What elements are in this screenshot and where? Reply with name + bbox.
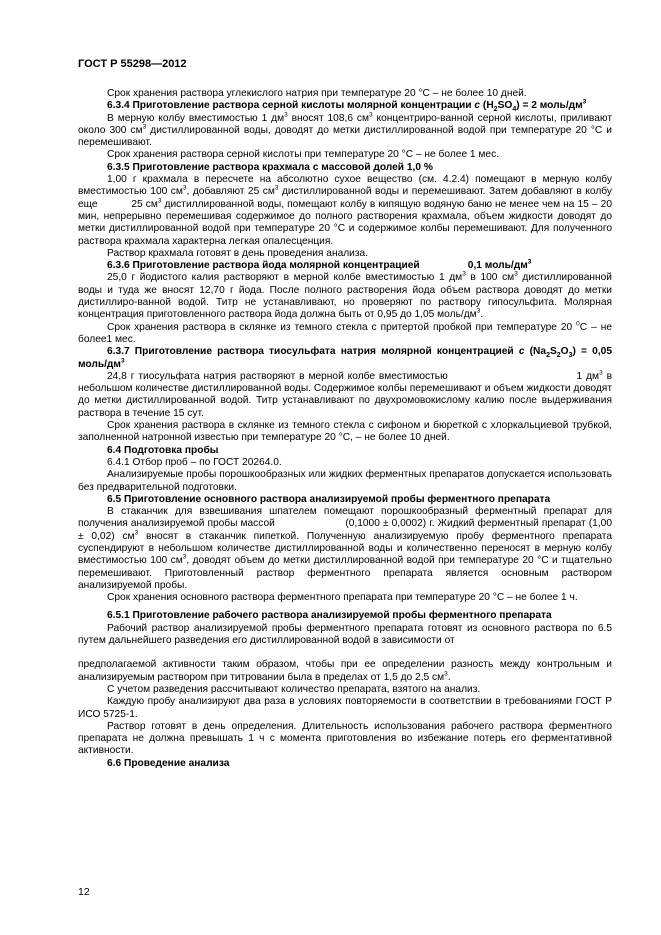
paragraph: Раствор готовят в день определения. Длительность использования рабочего раствора ферментного препарата не должна превышать 1 ч с момента приготовления во избежание потерь его ферментативной активности.: [78, 720, 612, 757]
paragraph: 24,8 г тиосульфата натрия растворяют в мерной колбе вместимостью 1 $дм^3$ в небольшом количестве дистиллированной воды. Содержимое колбы перемешивают и объем жидкости доводят до метки дистиллированной водой. Титр устанавливают по двухромовокислому калию после выдерживания раствора в течение 15 сут.: [78, 369, 613, 419]
section-heading-6-5: 6.5 Приготовление основного раствора анализируемой пробы ферментного препарата: [107, 493, 551, 505]
paragraph: Срок хранения раствора углекислого натрия при температуре 20 °С – не более 10 дней.: [107, 88, 527, 99]
paragraph: Каждую пробу анализируют два раза в условиях повторяемости в соответствии в требованиями ГОСТ Р ИСО 5725-1.: [78, 696, 612, 720]
paragraph: Срок хранения раствора в склянке из темного стекла с сифоном и бюреткой с хлоркальциевой трубкой, заполненной натронной известью при температуре 20 °С, – не более 10 дней.: [78, 420, 612, 444]
section-heading-6-3-6: 6.3.6 Приготовление раствора йода молярной концентрацией 0,1 моль/$дм^3$: [107, 258, 532, 272]
paragraph: С учетом разведения рассчитывают количество препарата, взятого на анализ.: [107, 683, 481, 695]
paragraph: предполагаемой активности таким образом, чтобы при ее определении разность между контрольным и анализируемым раствором при титровании была в пределах от 1,5 до 2,5 $см^3$.: [78, 659, 612, 683]
page-number: 12: [78, 886, 90, 898]
section-heading-6-3-5: 6.3.5 Приготовление раствора крахмала с массовой долей 1,0 %: [107, 161, 433, 173]
document-header: ГОСТ Р 55298—2012: [78, 58, 187, 70]
paragraph: Срок хранения основного раствора ферментного препарата при температуре 20 °С – не более 1 ч.: [107, 592, 578, 604]
section-heading-6-5-1: 6.5.1 Приготовление рабочего раствора анализируемой пробы ферментного препарата: [107, 610, 552, 622]
paragraph: Анализируемые пробы порошкообразных или жидких ферментных препаратов допускается использовать без предварительной подготовки.: [78, 469, 612, 493]
paragraph: 1,00 г крахмала в пересчете на абсолютно сухое вещество (см. 4.2.4) помещают в мерную колбу вместимостью 100 $см^3$, добавляют 25 $см^3$ дистиллированной воды и перемешивают. Затем добавляют в колбу еще 25 $см^3$ дистиллированной воды, помещают колбу в кипящую водяную баню не менее чем на 15 – 20 мин, непрерывно перемешивая содержимое до полного растворения крахмала, объем жидкости доводят до метки дистиллированной водой при температуре 20 °С и содержимое колбы перемешивают. Для полученного раствора крахмала характерна легкая опалесценция.: [78, 174, 612, 247]
section-heading-6-3-4: 6.3.4 Приготовление раствора серной кислоты молярной концентрации с $(H_2SO_4) = 2$ моль/$дм^3$: [107, 98, 587, 114]
paragraph: В мерную колбу вместимостью 1 $дм^3$ вносят 108,6 $см^3$ концентриро-ванной серной кислоты, приливают около 300 $см^3$ дистиллированной воды, доводят до метки дистиллированной водой при температуре 20 °С и перемешивают.: [78, 111, 612, 149]
paragraph: 25,0 г йодистого калия растворяют в мерной колбе вместимостью 1 $дм^3$ в 100 $см^3$ дистиллированной воды и туда же вносят 12,70 г йода. После полного растворения йода объем раствора доводят до метки дистиллиро-ванной водой. Титр не устанавливают, но проверяют по раствору гипосульфита. Молярная концентрация приготовленного раствора йода должна быть от 0,95 до 1,05 моль/$дм^3$.: [78, 271, 613, 321]
section-heading-6-6: 6.6 Проведение анализа: [107, 757, 230, 769]
paragraph: 6.4.1 Отбор проб – по ГОСТ 20264.0.: [107, 456, 282, 468]
page-body: [78, 88, 612, 770]
section-heading-6-3-7: 6.3.7 Приготовление раствора тиосульфата натрия молярной концентрацией с $(Na_2S_2O_3) = 0,05$ моль/$дм^3$: [78, 346, 612, 370]
paragraph: Рабочий раствор анализируемой пробы ферментного препарата готовят из основного раствора по 6.5 путем дальнейшего разведения его дистиллированной водой в зависимости от: [78, 622, 612, 647]
section-heading-6-4: 6.4 Подготовка пробы: [107, 444, 219, 456]
paragraph: Срок хранения раствора серной кислоты при температуре 20 °С – не более 1 мес.: [107, 149, 500, 161]
paragraph: Раствор крахмала готовят в день проведения анализа.: [107, 247, 369, 259]
paragraph: В стаканчик для взвешивания шпателем помещают порошкообразный ферментный препарат для получения анализируемой пробы массой (0,1000 ± 0,0002) г. Жидкий ферментный препарат (1,00 ± 0,02) $см^3$ вносят в стаканчик пипеткой. Полученную анализируемую пробу ферментного препарата суспендируют в небольшом количестве дистиллированной воды и количественно переносят в мерную колбу вместимостью 100 $см^3$, доводят объем до метки дистиллированной водой при температуре 20 °С и тщательно перемешивают. Приготовленный раствор ферментного препарата является основным раствором анализируемой пробы.: [78, 506, 612, 591]
paragraph: Срок хранения раствора в склянке из темного стекла с притертой пробкой при температуре 20 $^0$С – не более1 мес.: [78, 320, 612, 345]
